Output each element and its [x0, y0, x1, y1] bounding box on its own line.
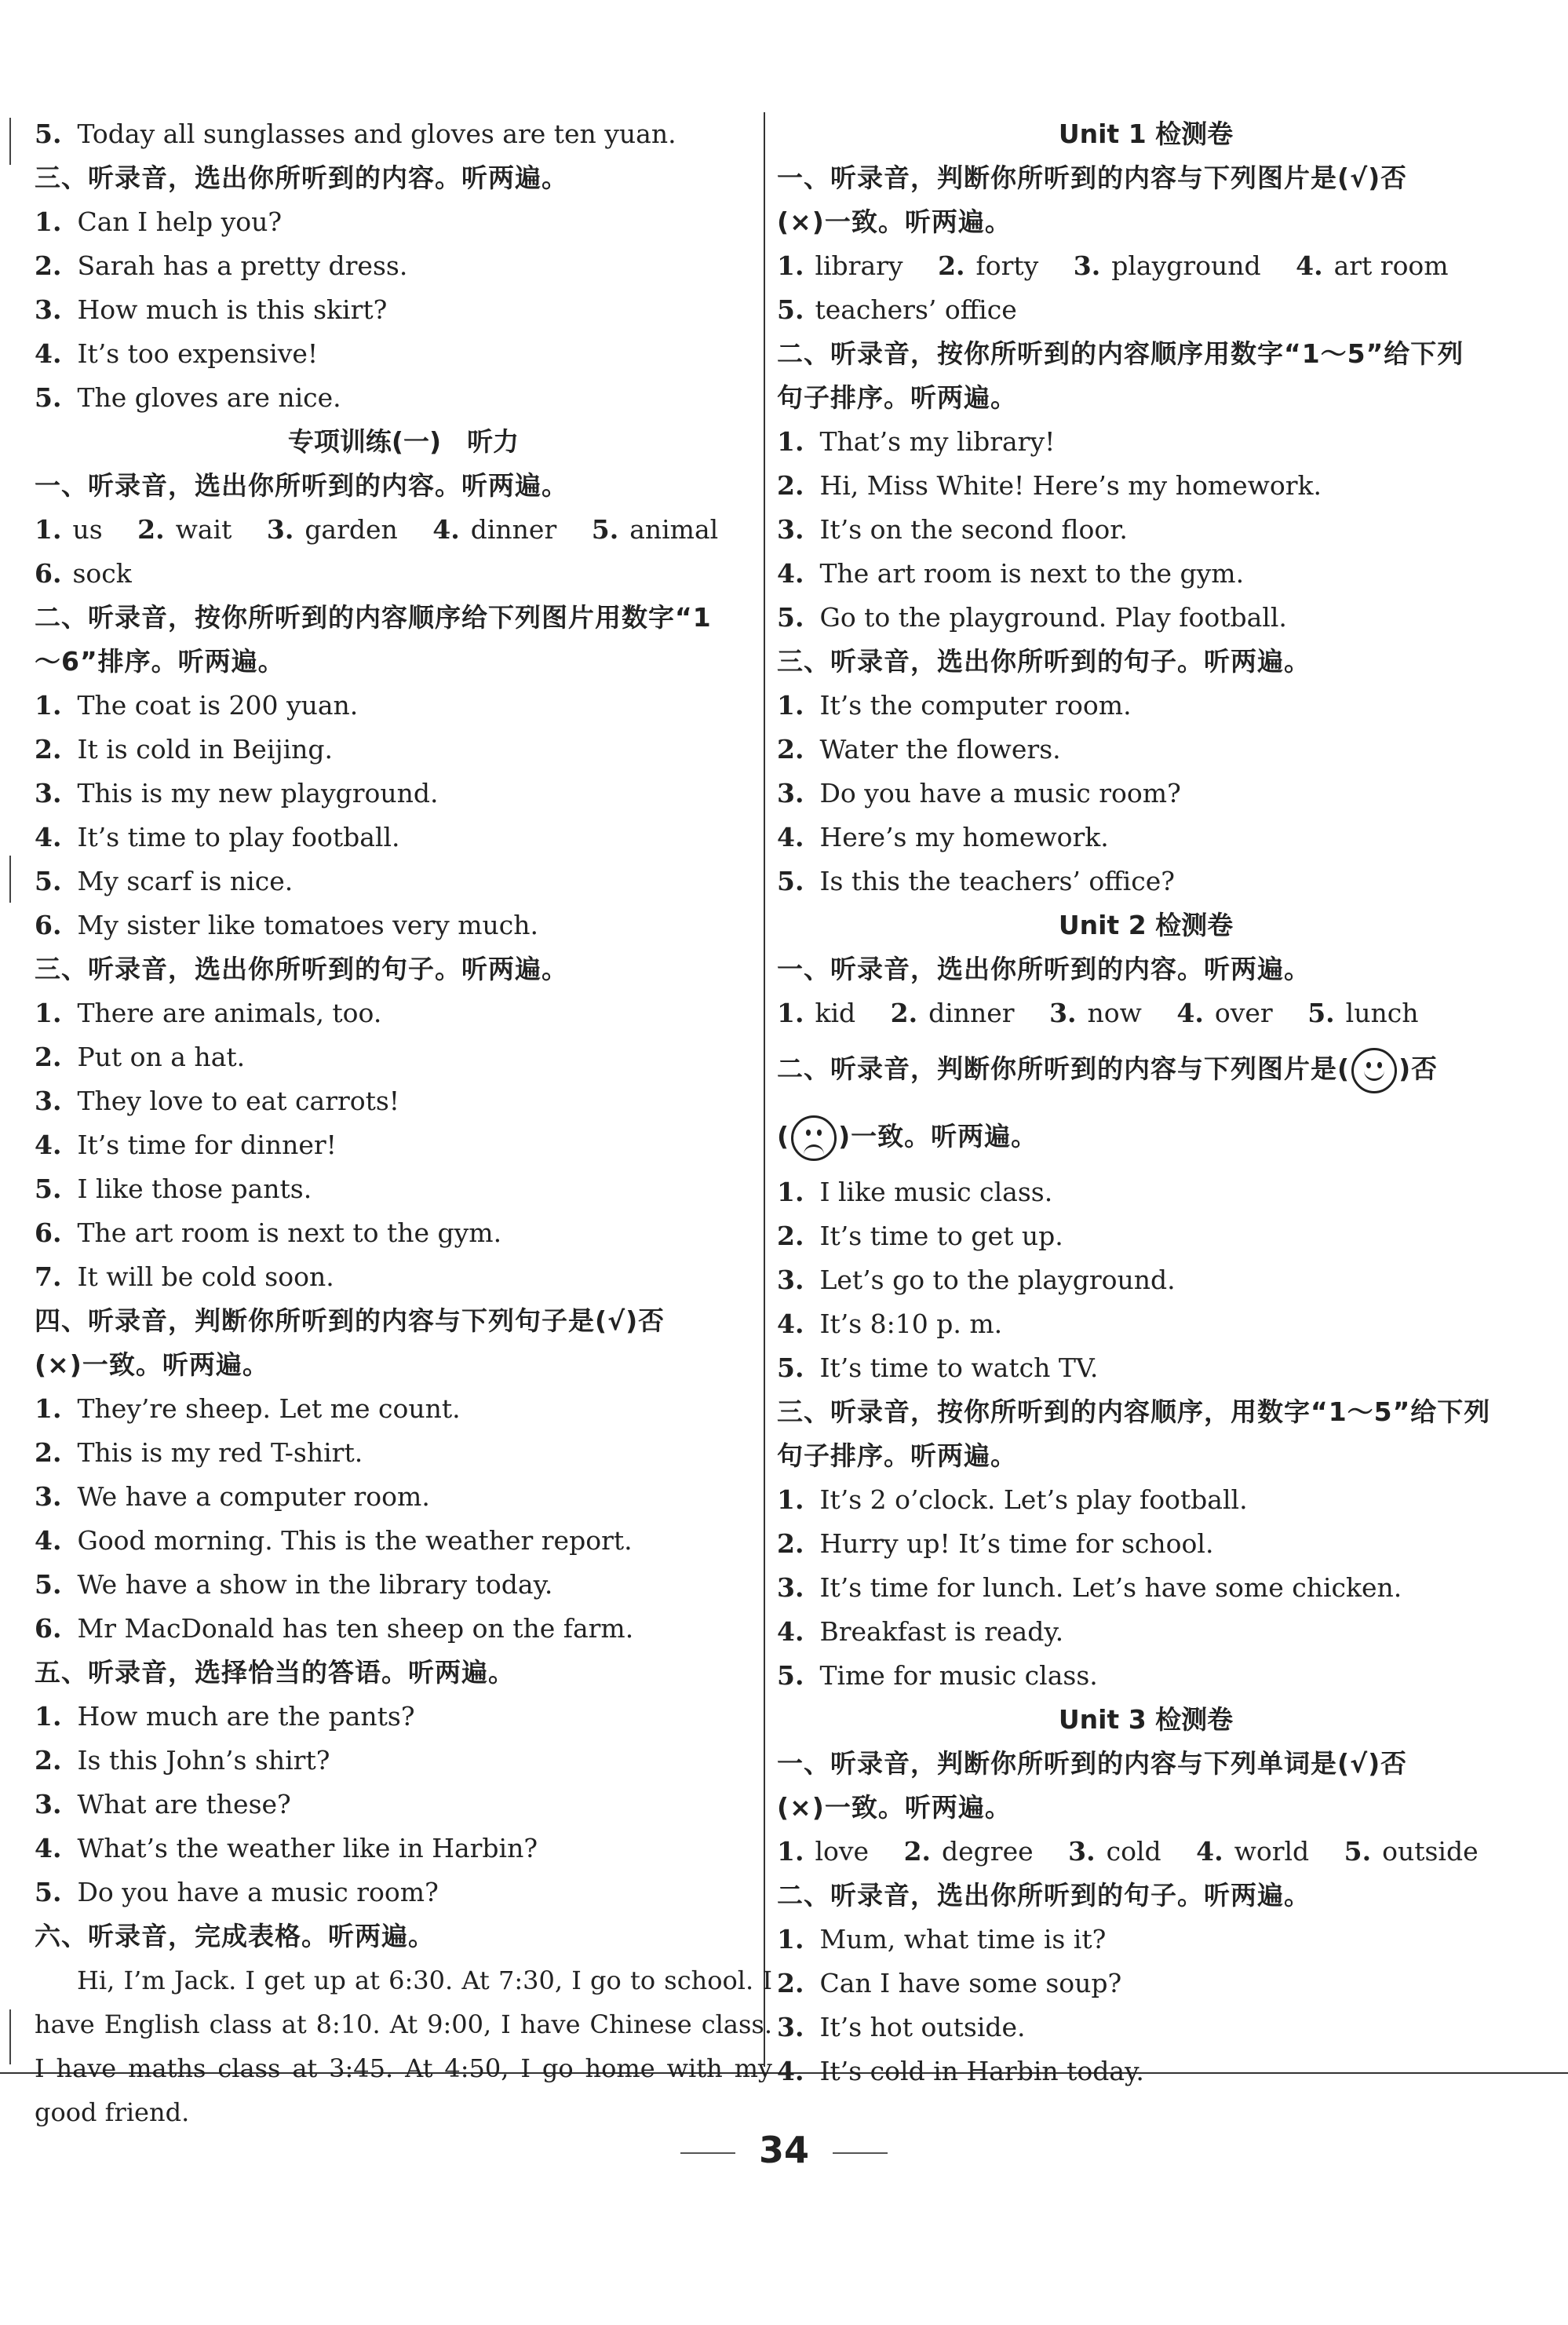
list-item: 4. Here’s my homework.	[777, 822, 1109, 852]
section-heading: 三、听录音，选出你所听到的句子。听两遍。	[35, 954, 568, 984]
smiley-face-icon	[1351, 1048, 1397, 1093]
section-heading: 六、听录音，完成表格。听两遍。	[35, 1921, 435, 1951]
list-item: 1. The coat is 200 yuan.	[35, 690, 359, 721]
margin-mark	[9, 2009, 11, 2064]
word-list: 1. kid 2. dinner 3. now 4. over 5. lunch	[777, 998, 1419, 1028]
list-item: 5. Do you have a music room?	[35, 1877, 439, 1907]
section-heading: 句子排序。听两遍。	[777, 1440, 1017, 1471]
list-item: 2. Hurry up! It’s time for school.	[777, 1528, 1214, 1559]
section-heading: (×)一致。听两遍。	[35, 1349, 269, 1380]
page-number-dash	[833, 2152, 888, 2154]
list-item: 6. My sister like tomatoes very much.	[35, 910, 539, 940]
list-item: 3. How much is this skirt?	[35, 294, 388, 325]
word-list: 5. teachers’ office	[777, 294, 1017, 325]
list-item: 3. Let’s go to the playground.	[777, 1265, 1176, 1295]
section-heading: 一、听录音，选出你所听到的内容。听两遍。	[35, 470, 568, 501]
list-item: 3. It’s time for lunch. Let’s have some chicken.	[777, 1572, 1402, 1603]
list-item: 4. It’s too expensive!	[35, 338, 319, 369]
unit-title: Unit 1 检测卷	[1058, 119, 1234, 149]
list-item: 2. Sarah has a pretty dress.	[35, 250, 408, 281]
section-heading: 三、听录音，按你所听到的内容顺序，用数字“1～5”给下列	[777, 1396, 1491, 1427]
section-heading: 一、听录音，判断你所听到的内容与下列单词是(√)否	[777, 1748, 1408, 1779]
section-heading: 四、听录音，判断你所听到的内容与下列句子是(√)否	[35, 1305, 665, 1336]
list-item: 5. I like those pants.	[35, 1173, 312, 1204]
section-heading: 一、听录音，判断你所听到的内容与下列图片是(√)否	[777, 162, 1408, 193]
list-item: 3. It’s on the second floor.	[777, 514, 1128, 545]
list-item: 4. It’s 8:10 p. m.	[777, 1308, 1003, 1339]
list-item: 2. Hi, Miss White! Here’s my homework.	[777, 470, 1322, 501]
list-item: 1. There are animals, too.	[35, 998, 382, 1028]
section-heading: ( )一致。听两遍。	[777, 1103, 1515, 1170]
list-item: 3. What are these?	[35, 1789, 291, 1819]
section-heading: (×)一致。听两遍。	[777, 206, 1012, 237]
list-item: 5. Is this the teachers’ office?	[777, 866, 1175, 896]
list-item: 1. I like music class.	[777, 1177, 1053, 1207]
unit-title: Unit 3 检测卷	[1058, 1704, 1234, 1735]
list-item: 1. That’s my library!	[777, 426, 1056, 457]
list-item: 2. Can I have some soup?	[777, 1968, 1122, 1998]
list-item: 4. Good morning. This is the weather report.	[35, 1525, 633, 1556]
sad-face-icon	[791, 1115, 837, 1161]
section-heading: 三、听录音，选出你所听到的句子。听两遍。	[777, 646, 1311, 677]
word-list: 6. sock	[35, 558, 132, 589]
section-heading: 五、听录音，选择恰当的答语。听两遍。	[35, 1657, 515, 1688]
list-item: 1. Can I help you?	[35, 206, 283, 237]
list-item: 5. It’s time to watch TV.	[777, 1352, 1099, 1383]
list-item: 4. It’s time for dinner!	[35, 1130, 337, 1160]
list-item: 2. It is cold in Beijing.	[35, 734, 334, 765]
list-item: 6. The art room is next to the gym.	[35, 1217, 502, 1248]
section-heading: 二、听录音，判断你所听到的内容与下列图片是( )否	[777, 1035, 1515, 1103]
list-item: 2. Water the flowers.	[777, 734, 1061, 765]
list-item: 4. What’s the weather like in Harbin?	[35, 1833, 538, 1863]
word-list: 1. love 2. degree 3. cold 4. world 5. outside	[777, 1836, 1479, 1867]
list-item: 2. Put on a hat.	[35, 1042, 246, 1072]
list-item: 1. They’re sheep. Let me count.	[35, 1393, 461, 1424]
section-heading: ～6”排序。听两遍。	[35, 646, 285, 677]
list-item: 5. My scarf is nice.	[35, 866, 294, 896]
list-item: 1. It’s 2 o’clock. Let’s play football.	[777, 1484, 1248, 1515]
section-heading: 句子排序。听两遍。	[777, 382, 1017, 413]
list-item: 5. The gloves are nice.	[35, 382, 341, 413]
left-column	[35, 112, 772, 2134]
margin-mark	[9, 118, 11, 165]
list-item: 5. Go to the playground. Play football.	[777, 602, 1287, 633]
list-item: 3. This is my new playground.	[35, 778, 439, 808]
list-item: 4. Breakfast is ready.	[777, 1616, 1064, 1647]
section-heading: 二、听录音，按你所听到的内容顺序给下列图片用数字“1	[35, 602, 712, 633]
page-number-dash	[680, 2152, 735, 2154]
list-item: 1. How much are the pants?	[35, 1701, 415, 1732]
list-item: 3. Do you have a music room?	[777, 778, 1181, 808]
list-item: 7. It will be cold soon.	[35, 1261, 334, 1292]
section-heading: (×)一致。听两遍。	[777, 1792, 1012, 1823]
list-item: 3. We have a computer room.	[35, 1481, 430, 1512]
unit-title: Unit 2 检测卷	[1058, 910, 1234, 940]
list-item: 3. It’s hot outside.	[777, 2012, 1026, 2042]
list-item: 5. Time for music class.	[777, 1660, 1098, 1691]
section-heading: 三、听录音，选出你所听到的内容。听两遍。	[35, 162, 568, 193]
list-item: 4. It’s cold in Harbin today.	[777, 2056, 1144, 2086]
list-item: 5. We have a show in the library today.	[35, 1569, 553, 1600]
list-item: 2. It’s time to get up.	[777, 1221, 1063, 1251]
list-item: 2. This is my red T-shirt.	[35, 1437, 363, 1468]
section-heading: 二、听录音，按你所听到的内容顺序用数字“1～5”给下列	[777, 338, 1464, 369]
list-item: 6. Mr MacDonald has ten sheep on the farm.	[35, 1613, 634, 1644]
list-item: 3. They love to eat carrots!	[35, 1086, 400, 1116]
listening-passage: Hi, I’m Jack. I get up at 6:30. At 7:30, I go to school. I have English class at 8:10. At 9:00, I have Chinese class. I have maths class at 3:45. At 4:50, I go home with my good friend.	[35, 1965, 772, 2127]
list-item: 4. The art room is next to the gym.	[777, 558, 1245, 589]
page-number: 34	[0, 2129, 1568, 2171]
section-heading: 二、听录音，选出你所听到的句子。听两遍。	[777, 1880, 1311, 1911]
list-item: 1. It’s the computer room.	[777, 690, 1132, 721]
right-column	[777, 112, 1515, 2093]
list-item: 5. Today all sunglasses and gloves are ten yuan.	[35, 119, 676, 149]
list-item: 2. Is this John’s shirt?	[35, 1745, 330, 1776]
margin-mark	[9, 856, 11, 903]
section-heading: 一、听录音，选出你所听到的内容。听两遍。	[777, 954, 1311, 984]
word-list: 1. us 2. wait 3. garden 4. dinner 5. animal	[35, 514, 719, 545]
list-item: 1. Mum, what time is it?	[777, 1924, 1107, 1955]
list-item: 4. It’s time to play football.	[35, 822, 400, 852]
section-title: 专项训练(一) 听力	[287, 426, 520, 457]
word-list: 1. library 2. forty 3. playground 4. art room	[777, 250, 1449, 281]
